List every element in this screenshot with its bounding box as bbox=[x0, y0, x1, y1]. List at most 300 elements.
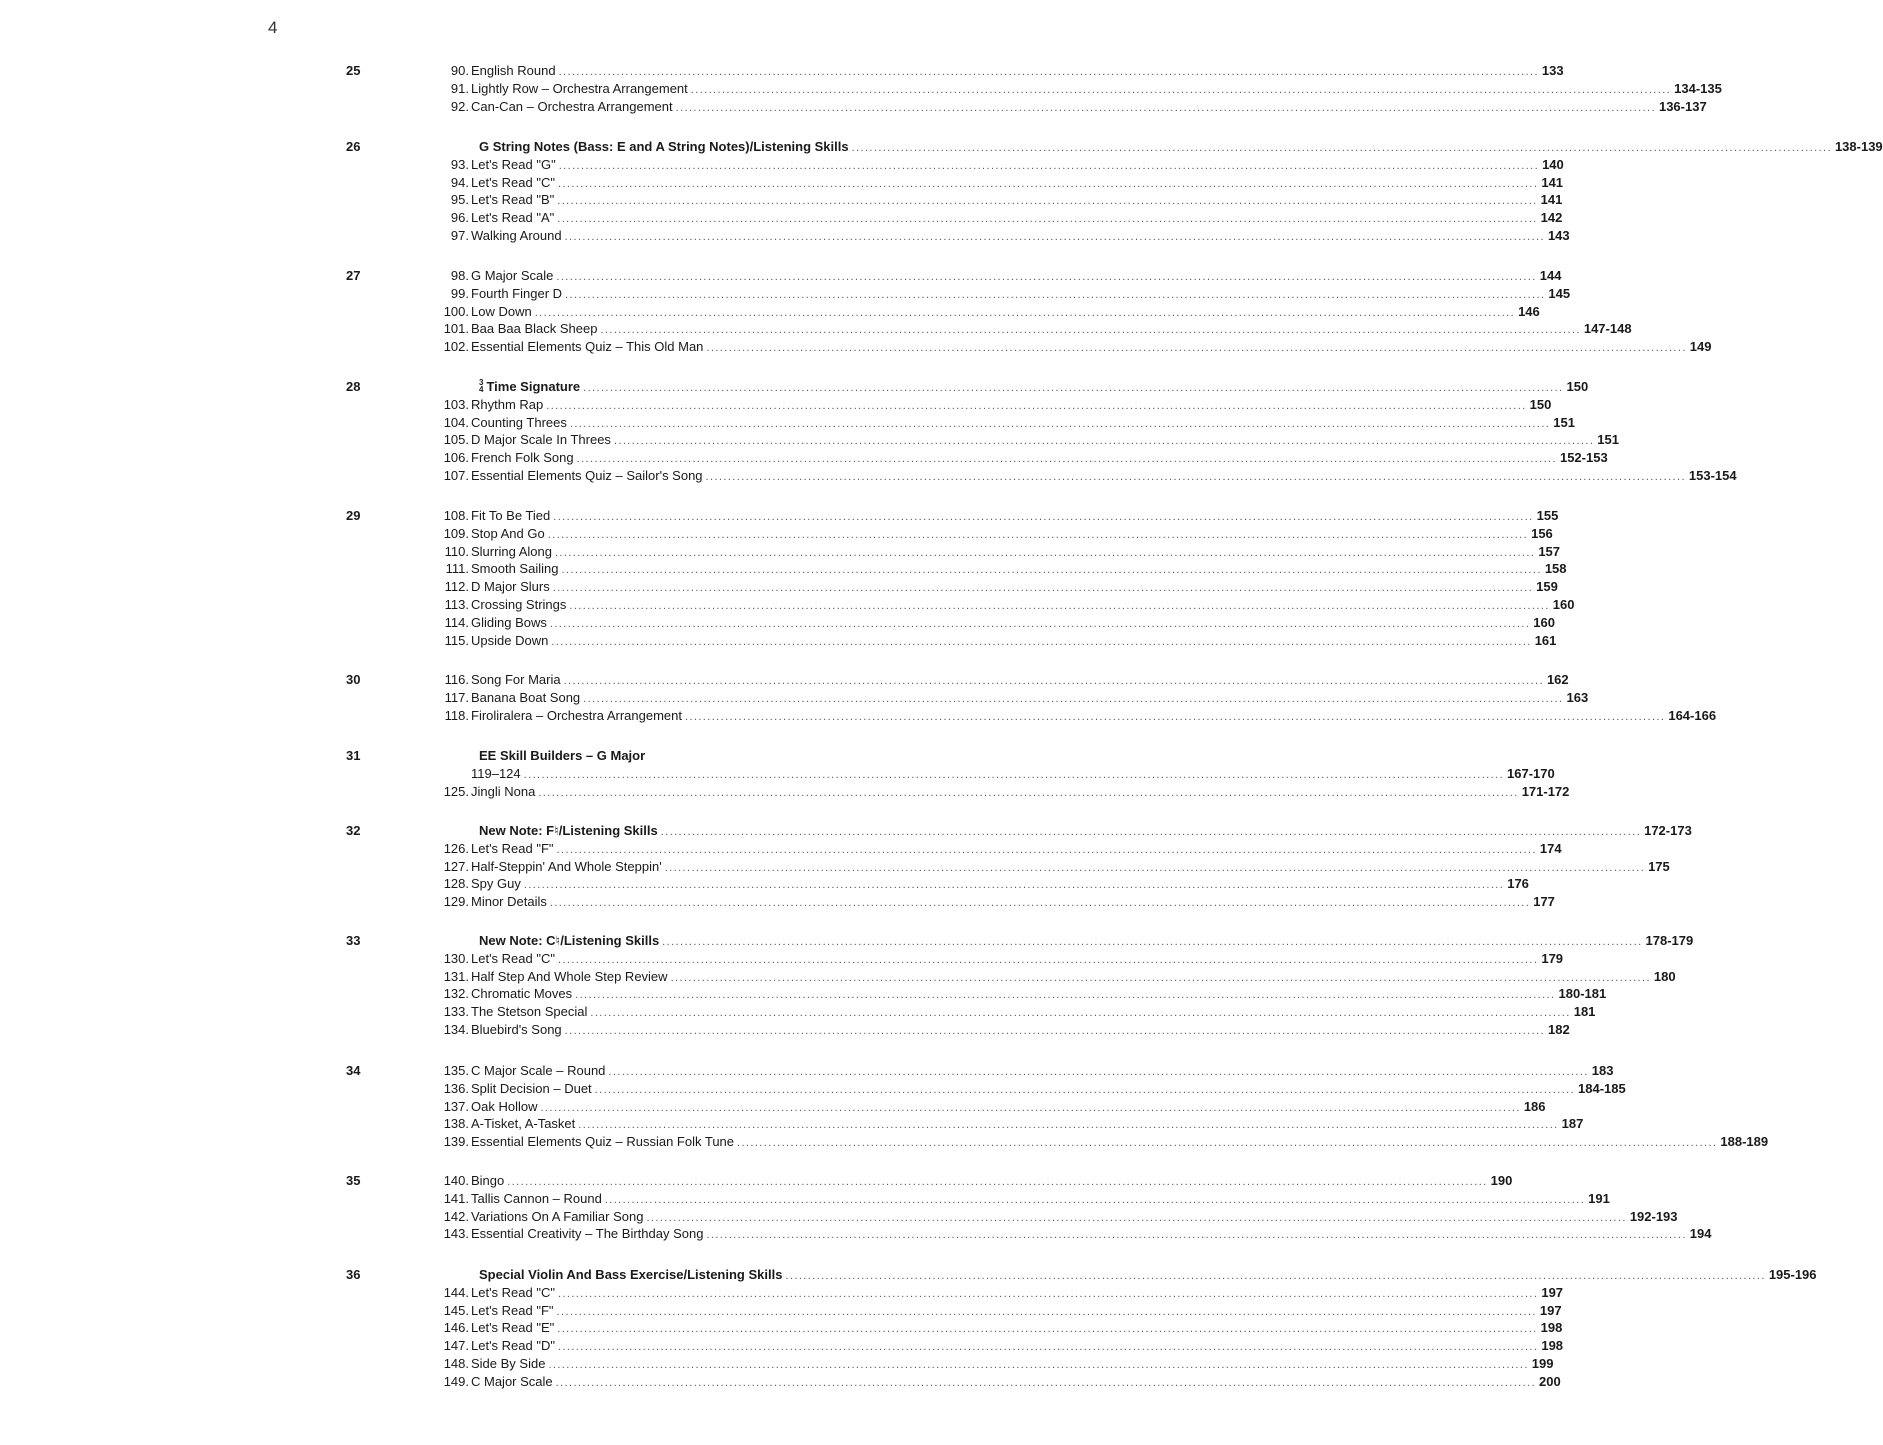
dot-leader: ............................................................................................................................................................................................................................ bbox=[563, 675, 1544, 687]
exercise-number: 134. bbox=[443, 1022, 469, 1037]
page-reference: 167-170 bbox=[1507, 765, 1555, 781]
toc-entry-row[interactable] bbox=[440, 285, 1571, 303]
toc-entry-row[interactable] bbox=[440, 1319, 1563, 1337]
entry-title: Fit To Be Tied bbox=[471, 508, 551, 523]
toc-entry-row[interactable] bbox=[440, 156, 1564, 174]
page-reference: 161 bbox=[1534, 632, 1557, 648]
dot-leader: ............................................................................................................................................................................................................................ bbox=[608, 1066, 1589, 1078]
entry-title: The Stetson Special bbox=[471, 1004, 588, 1020]
page-reference: 136-137 bbox=[1658, 98, 1707, 114]
entry-title: A-Tisket, A-Tasket bbox=[471, 1116, 576, 1132]
exercise-number: 92. bbox=[450, 98, 469, 114]
entry-title: Essential Elements Quiz – This Old Man bbox=[471, 339, 704, 355]
exercise-number: 135. bbox=[443, 1063, 469, 1078]
entry-title: Special Violin And Bass Exercise/Listening Skills bbox=[479, 1267, 783, 1282]
dot-leader: ............................................................................................................................................................................................................................ bbox=[670, 971, 1651, 984]
dot-leader: ............................................................................................................................................................................................................................ bbox=[557, 953, 1539, 966]
page-reference: 177 bbox=[1533, 894, 1555, 910]
exercise-number: 139. bbox=[443, 1134, 469, 1150]
page-reference: 192-193 bbox=[1629, 1208, 1678, 1224]
toc-entry-row[interactable] bbox=[440, 1098, 1546, 1116]
page-reference: 172-173 bbox=[1644, 823, 1692, 838]
page-reference: 164-166 bbox=[1668, 707, 1717, 723]
dot-leader: ............................................................................................................................................................................................................................ bbox=[556, 843, 1537, 856]
exercise-number: 125. bbox=[443, 783, 469, 799]
dot-leader: ............................................................................................................................................................................................................................ bbox=[558, 159, 1540, 172]
toc-entry-row[interactable] bbox=[440, 449, 1608, 467]
toc-entry-row[interactable] bbox=[440, 578, 1558, 596]
page-reference: 186 bbox=[1523, 1098, 1546, 1114]
exercise-number: 95. bbox=[450, 192, 469, 208]
page-reference: 142 bbox=[1540, 210, 1563, 226]
toc-entry-row[interactable] bbox=[440, 875, 1529, 893]
dot-leader: ............................................................................................................................................................................................................................ bbox=[564, 231, 1545, 243]
dot-leader: ............................................................................................................................................................................................................................ bbox=[613, 435, 1595, 448]
page-reference: 155 bbox=[1536, 508, 1559, 523]
lesson-page-number: 35 bbox=[346, 1173, 361, 1188]
exercise-number: 101. bbox=[443, 321, 469, 337]
entry-title: C Major Scale – Round bbox=[471, 1063, 606, 1078]
page-reference: 197 bbox=[1539, 1302, 1562, 1318]
page-reference: 179 bbox=[1541, 950, 1564, 966]
entry-title: Song For Maria bbox=[471, 672, 561, 687]
toc-entry-row[interactable] bbox=[440, 1190, 1610, 1208]
dot-leader: ............................................................................................................................................................................................................................ bbox=[660, 826, 1642, 838]
dot-leader: ............................................................................................................................................................................................................................ bbox=[569, 417, 1551, 430]
lesson-page-number: 30 bbox=[346, 672, 361, 687]
toc-entry-row[interactable] bbox=[440, 338, 1712, 356]
toc-entry-row[interactable] bbox=[440, 1373, 1561, 1391]
toc-entry-row[interactable] bbox=[440, 671, 1569, 689]
entry-title: G String Notes (Bass: E and A String Notes)/Listening Skills bbox=[479, 139, 849, 154]
exercise-number: 146. bbox=[443, 1320, 469, 1336]
page-reference: 146 bbox=[1518, 303, 1540, 319]
exercise-number: 90. bbox=[450, 63, 469, 78]
toc-entry-row[interactable] bbox=[440, 1225, 1712, 1243]
page-reference: 133 bbox=[1541, 63, 1564, 78]
dot-leader: ............................................................................................................................................................................................................................ bbox=[851, 142, 1832, 154]
toc-entry-row[interactable] bbox=[440, 80, 1722, 98]
exercise-number: 105. bbox=[443, 432, 469, 448]
exercise-number: 129. bbox=[443, 894, 469, 910]
page-reference: 160 bbox=[1552, 597, 1575, 612]
entry-title: Bingo bbox=[471, 1173, 505, 1188]
toc-entry-row[interactable] bbox=[440, 985, 1607, 1003]
entry-title: French Folk Song bbox=[471, 450, 574, 466]
entry-title: C Major Scale bbox=[471, 1373, 553, 1389]
exercise-number: 106. bbox=[443, 450, 469, 466]
toc-entry-row[interactable] bbox=[440, 303, 1540, 321]
lesson-page-number: 27 bbox=[346, 268, 361, 283]
exercise-number: 145. bbox=[443, 1302, 469, 1318]
toc-entry-row[interactable] bbox=[440, 1355, 1554, 1373]
toc-entry-row[interactable] bbox=[440, 1172, 1513, 1190]
exercise-number: 112. bbox=[444, 579, 469, 595]
exercise-number: 102. bbox=[443, 339, 469, 355]
toc-entry-row[interactable] bbox=[440, 1080, 1626, 1098]
page-reference: 145 bbox=[1548, 285, 1571, 301]
dot-leader: ............................................................................................................................................................................................................................ bbox=[557, 1341, 1539, 1354]
page-reference: 174 bbox=[1539, 840, 1562, 856]
exercise-number: 138. bbox=[443, 1116, 469, 1132]
page-reference: 188-189 bbox=[1720, 1134, 1769, 1150]
dot-leader: ............................................................................................................................................................................................................................ bbox=[538, 786, 1519, 799]
dot-leader: ............................................................................................................................................................................................................................ bbox=[556, 1305, 1537, 1318]
entry-title: Half-Steppin' And Whole Steppin' bbox=[471, 858, 662, 874]
page-reference: 138-139 bbox=[1834, 139, 1883, 154]
dot-leader: ............................................................................................................................................................................................................................ bbox=[706, 1229, 1687, 1242]
entry-title: Essential Creativity – The Birthday Song bbox=[471, 1226, 704, 1242]
dot-leader: ............................................................................................................................................................................................................................ bbox=[558, 66, 1539, 78]
toc-entry-row[interactable] bbox=[440, 467, 1737, 485]
dot-leader: ............................................................................................................................................................................................................................ bbox=[690, 83, 1672, 96]
exercise-number: 136. bbox=[443, 1080, 469, 1096]
entry-title: Essential Elements Quiz – Sailor's Song bbox=[471, 468, 703, 483]
toc-entry-row[interactable] bbox=[440, 1003, 1596, 1021]
entry-title: Chromatic Moves bbox=[471, 986, 573, 1002]
exercise-number: 144. bbox=[443, 1284, 469, 1300]
toc-entry-row[interactable] bbox=[440, 1284, 1564, 1302]
entry-title: D Major Scale In Threes bbox=[471, 432, 611, 448]
entry-title: Smooth Sailing bbox=[471, 561, 559, 577]
entry-title: Lightly Row – Orchestra Arrangement bbox=[471, 80, 688, 96]
page-reference: 184-185 bbox=[1578, 1080, 1626, 1096]
toc-entry-row[interactable] bbox=[440, 893, 1555, 911]
page-reference: 163 bbox=[1566, 689, 1589, 705]
toc-entry-row[interactable] bbox=[440, 1337, 1564, 1355]
toc-entry-row[interactable] bbox=[440, 1021, 1570, 1039]
toc-entry-row[interactable] bbox=[440, 396, 1552, 414]
entry-title: Upside Down bbox=[471, 632, 549, 648]
page-reference: 198 bbox=[1540, 1320, 1563, 1336]
dot-leader: ............................................................................................................................................................................................................................ bbox=[785, 1270, 1766, 1282]
dot-leader: ............................................................................................................................................................................................................................ bbox=[583, 382, 1564, 394]
page-reference: 171-172 bbox=[1521, 783, 1570, 799]
page-reference: 198 bbox=[1541, 1338, 1564, 1354]
entry-title: 119–124 bbox=[471, 765, 521, 781]
exercise-number: 147. bbox=[443, 1338, 469, 1354]
dot-leader: ............................................................................................................................................................................................................................ bbox=[646, 1211, 1627, 1224]
entry-title: Let's Read "D" bbox=[471, 1338, 555, 1354]
entry-title: Let's Read "C" bbox=[471, 174, 555, 190]
toc-heading-row[interactable] bbox=[440, 1266, 1817, 1284]
entry-title: Counting Threes bbox=[471, 414, 567, 430]
entry-title: Low Down bbox=[471, 303, 532, 319]
toc-entry-row[interactable] bbox=[440, 858, 1670, 876]
entry-title: Let's Read "E" bbox=[471, 1320, 555, 1336]
lesson-page-number: 29 bbox=[346, 508, 361, 523]
dot-leader: ............................................................................................................................................................................................................................ bbox=[569, 600, 1550, 612]
entry-title: New Note: C♮/Listening Skills bbox=[479, 933, 660, 948]
dot-leader: ............................................................................................................................................................................................................................ bbox=[590, 1007, 1571, 1020]
page-reference: 182 bbox=[1548, 1022, 1570, 1037]
page-reference: 175 bbox=[1648, 858, 1670, 874]
page-reference: 178-179 bbox=[1645, 933, 1694, 948]
entry-title: Let's Read "F" bbox=[471, 840, 554, 856]
page-reference: 157 bbox=[1538, 543, 1561, 559]
dot-leader: ............................................................................................................................................................................................................................ bbox=[555, 1376, 1536, 1389]
exercise-number: 104. bbox=[443, 414, 469, 430]
page-reference: 195-196 bbox=[1768, 1267, 1817, 1282]
page-reference: 150 bbox=[1529, 396, 1552, 412]
page-reference: 200 bbox=[1539, 1373, 1561, 1389]
entry-title: Split Decision – Duet bbox=[471, 1080, 592, 1096]
entry-title: Variations On A Familiar Song bbox=[471, 1208, 644, 1224]
exercise-number: 128. bbox=[443, 876, 469, 892]
page-reference: 151 bbox=[1597, 432, 1619, 448]
dot-leader: ............................................................................................................................................................................................................................ bbox=[604, 1193, 1586, 1206]
dot-leader: ............................................................................................................................................................................................................................ bbox=[523, 879, 1505, 892]
dot-leader: ............................................................................................................................................................................................................................ bbox=[576, 453, 1557, 466]
dot-leader: ............................................................................................................................................................................................................................ bbox=[546, 399, 1527, 412]
entry-title: Spy Guy bbox=[471, 876, 521, 892]
entry-title: New Note: F♮/Listening Skills bbox=[479, 823, 658, 838]
time-signature-icon: 3 4 bbox=[479, 377, 484, 394]
toc-entry-row[interactable] bbox=[440, 1062, 1614, 1080]
page-reference: 162 bbox=[1546, 672, 1569, 687]
dot-leader: ............................................................................................................................................................................................................................ bbox=[583, 692, 1564, 705]
toc-heading-row[interactable] bbox=[440, 932, 1694, 950]
dot-leader: ............................................................................................................................................................................................................................ bbox=[557, 1323, 1538, 1336]
exercise-number: 114. bbox=[444, 614, 469, 630]
dot-leader: ............................................................................................................................................................................................................................ bbox=[578, 1119, 1559, 1132]
page-reference: 156 bbox=[1531, 525, 1553, 541]
page-reference: 181 bbox=[1573, 1004, 1596, 1020]
exercise-number: 140. bbox=[443, 1173, 469, 1188]
toc-entry-row[interactable] bbox=[440, 267, 1562, 285]
toc-entry-row[interactable] bbox=[440, 543, 1561, 561]
entry-title: Oak Hollow bbox=[471, 1098, 538, 1114]
exercise-number: 132. bbox=[443, 986, 469, 1002]
toc-entry-row[interactable] bbox=[440, 98, 1707, 116]
page-reference: 141 bbox=[1541, 174, 1564, 190]
toc-entry-row[interactable] bbox=[440, 950, 1564, 968]
page-reference: 190 bbox=[1490, 1173, 1513, 1188]
entry-title: Minor Details bbox=[471, 894, 547, 910]
exercise-number: 100. bbox=[443, 303, 469, 319]
entry-title: Rhythm Rap bbox=[471, 396, 544, 412]
entry-title: Let's Read "C" bbox=[471, 950, 555, 966]
page-reference: 180-181 bbox=[1558, 986, 1607, 1002]
dot-leader: ............................................................................................................................................................................................................................ bbox=[523, 768, 1505, 781]
entry-title: English Round bbox=[471, 63, 556, 78]
lesson-page-number: 36 bbox=[346, 1267, 361, 1282]
exercise-number: 127. bbox=[443, 858, 469, 874]
lesson-page-number: 31 bbox=[346, 748, 361, 763]
entry-title: Slurring Along bbox=[471, 543, 552, 559]
exercise-number: 113. bbox=[444, 597, 469, 612]
dot-leader: ............................................................................................................................................................................................................................ bbox=[600, 324, 1581, 337]
exercise-number: 133. bbox=[443, 1004, 469, 1020]
toc-entry-row[interactable] bbox=[440, 191, 1563, 209]
toc-entry-row[interactable] bbox=[440, 414, 1575, 432]
toc-entry-row[interactable] bbox=[440, 209, 1563, 227]
toc-heading-row[interactable] bbox=[440, 822, 1692, 840]
exercise-number: 148. bbox=[443, 1356, 469, 1371]
lesson-page-number: 33 bbox=[346, 933, 361, 948]
page-reference: 141 bbox=[1540, 192, 1563, 208]
exercise-number: 107. bbox=[443, 468, 469, 483]
toc-entry-row[interactable] bbox=[440, 507, 1559, 525]
entry-title: Stop And Go bbox=[471, 525, 545, 541]
entry-title: Let's Read "C" bbox=[471, 1284, 555, 1300]
page-reference: 160 bbox=[1533, 614, 1555, 630]
toc-entry-row[interactable] bbox=[440, 783, 1570, 801]
toc-entry-row[interactable] bbox=[440, 840, 1562, 858]
dot-leader: ............................................................................................................................................................................................................................ bbox=[507, 1176, 1488, 1188]
page-reference: 187 bbox=[1561, 1116, 1584, 1132]
dot-leader: ............................................................................................................................................................................................................................ bbox=[706, 342, 1687, 355]
exercise-number: 110. bbox=[444, 543, 469, 559]
exercise-number: 141. bbox=[443, 1190, 469, 1206]
dot-leader: ............................................................................................................................................................................................................................ bbox=[565, 288, 1546, 301]
exercise-number: 93. bbox=[450, 156, 469, 172]
toc-entry-row[interactable] bbox=[440, 1133, 1769, 1151]
exercise-number: 130. bbox=[443, 950, 469, 966]
page-reference: 183 bbox=[1591, 1063, 1614, 1078]
page-reference: 159 bbox=[1536, 579, 1558, 595]
page-reference: 152-153 bbox=[1559, 450, 1608, 466]
page-reference: 199 bbox=[1531, 1356, 1554, 1371]
dot-leader: ............................................................................................................................................................................................................................ bbox=[556, 271, 1537, 283]
dot-leader: ............................................................................................................................................................................................................................ bbox=[705, 471, 1686, 483]
entry-title: Let's Read "F" bbox=[471, 1302, 554, 1318]
dot-leader: ............................................................................................................................................................................................................................ bbox=[557, 213, 1538, 226]
toc-entry-row[interactable] bbox=[440, 1208, 1678, 1226]
entry-title: Tallis Cannon – Round bbox=[471, 1190, 602, 1206]
dot-leader: ............................................................................................................................................................................................................................ bbox=[561, 564, 1542, 577]
dot-leader: ............................................................................................................................................................................................................................ bbox=[549, 617, 1531, 630]
entry-title: Fourth Finger D bbox=[471, 285, 563, 301]
exercise-number: 142. bbox=[443, 1208, 469, 1224]
page-reference: 144 bbox=[1539, 268, 1562, 283]
entry-title: Crossing Strings bbox=[471, 597, 567, 612]
entry-title: G Major Scale bbox=[471, 268, 554, 283]
exercise-number: 131. bbox=[443, 968, 469, 984]
dot-leader: ............................................................................................................................................................................................................................ bbox=[540, 1101, 1521, 1114]
toc-entry-row[interactable] bbox=[440, 62, 1564, 80]
dot-leader: ............................................................................................................................................................................................................................ bbox=[534, 306, 1516, 319]
lesson-page-number: 26 bbox=[346, 139, 361, 154]
dot-leader: ............................................................................................................................................................................................................................ bbox=[553, 511, 1534, 523]
toc-heading-row[interactable] bbox=[440, 377, 1589, 396]
page-number: 4 bbox=[268, 18, 278, 37]
page-reference: 180 bbox=[1653, 968, 1676, 984]
exercise-number: 116. bbox=[444, 672, 469, 687]
entry-title: 3 4 Time Signature bbox=[479, 377, 581, 394]
lesson-page-number: 25 bbox=[346, 63, 361, 78]
exercise-number: 115. bbox=[444, 632, 469, 648]
page-reference: 147-148 bbox=[1583, 321, 1632, 337]
page-reference: 191 bbox=[1588, 1190, 1610, 1206]
entry-title: Gliding Bows bbox=[471, 614, 547, 630]
exercise-number: 111. bbox=[445, 561, 469, 577]
entry-title: Bluebird's Song bbox=[471, 1022, 562, 1037]
toc-entry-row[interactable] bbox=[440, 560, 1567, 578]
entry-title: Walking Around bbox=[471, 228, 562, 243]
dot-leader: ............................................................................................................................................................................................................................ bbox=[554, 546, 1536, 559]
entry-title: Half Step And Whole Step Review bbox=[471, 968, 668, 984]
toc-entry-row[interactable] bbox=[440, 1302, 1562, 1320]
dot-leader: ............................................................................................................................................................................................................................ bbox=[552, 582, 1534, 595]
entry-title: Let's Read "B" bbox=[471, 192, 555, 208]
page-reference: 149 bbox=[1689, 339, 1712, 355]
page-reference: 194 bbox=[1689, 1226, 1712, 1242]
toc-entry-row[interactable] bbox=[440, 632, 1557, 650]
exercise-number: 137. bbox=[443, 1098, 469, 1114]
exercise-number: 103. bbox=[443, 396, 469, 412]
lesson-page-number: 32 bbox=[346, 823, 361, 838]
page-reference: 134-135 bbox=[1674, 80, 1722, 96]
entry-title: Banana Boat Song bbox=[471, 689, 581, 705]
toc-heading-row[interactable] bbox=[440, 747, 1084, 765]
exercise-number: 94. bbox=[450, 174, 469, 190]
toc-entry-row[interactable] bbox=[440, 525, 1553, 543]
page-reference: 150 bbox=[1566, 379, 1589, 394]
page-reference: 143 bbox=[1547, 228, 1570, 243]
toc-entry-row[interactable] bbox=[440, 431, 1619, 449]
lesson-page-number: 28 bbox=[346, 379, 361, 394]
entry-title: Let's Read "G" bbox=[471, 156, 556, 172]
toc-heading-row[interactable] bbox=[440, 138, 1883, 156]
toc-entry-row[interactable] bbox=[440, 968, 1676, 986]
exercise-number: 143. bbox=[443, 1226, 469, 1242]
toc-entry-row[interactable] bbox=[440, 707, 1717, 725]
entry-title: D Major Slurs bbox=[471, 579, 550, 595]
exercise-number: 97. bbox=[450, 228, 469, 243]
toc-entry-row[interactable] bbox=[440, 1115, 1584, 1133]
exercise-number: 108. bbox=[443, 508, 469, 523]
dot-leader: ............................................................................................................................................................................................................................ bbox=[594, 1083, 1576, 1096]
toc-entry-row[interactable] bbox=[440, 174, 1564, 192]
toc-entry-row[interactable] bbox=[440, 320, 1632, 338]
entry-title: Baa Baa Black Sheep bbox=[471, 321, 598, 337]
exercise-number: 109. bbox=[443, 525, 469, 541]
entry-title: Can-Can – Orchestra Arrangement bbox=[471, 98, 673, 114]
exercise-number: 96. bbox=[450, 210, 469, 226]
dot-leader: ............................................................................................................................................................................................................................ bbox=[575, 989, 1556, 1002]
dot-leader: ............................................................................................................................................................................................................................ bbox=[547, 528, 1529, 541]
page-reference: 197 bbox=[1541, 1284, 1564, 1300]
entry-title: Firoliralera – Orchestra Arrangement bbox=[471, 707, 682, 723]
dot-leader: ............................................................................................................................................................................................................................ bbox=[664, 861, 1646, 874]
dot-leader: ............................................................................................................................................................................................................................ bbox=[564, 1025, 1546, 1037]
toc-entry-row[interactable] bbox=[440, 227, 1570, 245]
dot-leader: ............................................................................................................................................................................................................................ bbox=[737, 1137, 1718, 1150]
dot-leader: ............................................................................................................................................................................................................................ bbox=[557, 177, 1539, 190]
exercise-number: 126. bbox=[443, 840, 469, 856]
exercise-number: 99. bbox=[450, 285, 469, 301]
dot-leader: ............................................................................................................................................................................................................................ bbox=[548, 1359, 1529, 1371]
dot-leader: ............................................................................................................................................................................................................................ bbox=[662, 936, 1643, 948]
exercise-number: 118. bbox=[444, 707, 469, 723]
exercise-number: 91. bbox=[450, 80, 469, 96]
page-reference: 153-154 bbox=[1688, 468, 1737, 483]
entry-title: Jingli Nona bbox=[471, 783, 536, 799]
toc-entry-row[interactable] bbox=[440, 596, 1575, 614]
toc-entry-row[interactable] bbox=[440, 689, 1589, 707]
entry-title: EE Skill Builders – G Major bbox=[479, 748, 646, 763]
toc-entry-row[interactable] bbox=[440, 765, 1555, 783]
entry-title: Let's Read "A" bbox=[471, 210, 555, 226]
page-reference: 176 bbox=[1507, 876, 1529, 892]
toc-entry-row[interactable] bbox=[440, 614, 1555, 632]
dot-leader: ............................................................................................................................................................................................................................ bbox=[684, 710, 1666, 723]
dot-leader: ............................................................................................................................................................................................................................ bbox=[557, 195, 1538, 208]
page-reference: 140 bbox=[1542, 156, 1564, 172]
dot-leader: ............................................................................................................................................................................................................................ bbox=[551, 635, 1532, 648]
entry-title: Essential Elements Quiz – Russian Folk Tune bbox=[471, 1134, 735, 1150]
